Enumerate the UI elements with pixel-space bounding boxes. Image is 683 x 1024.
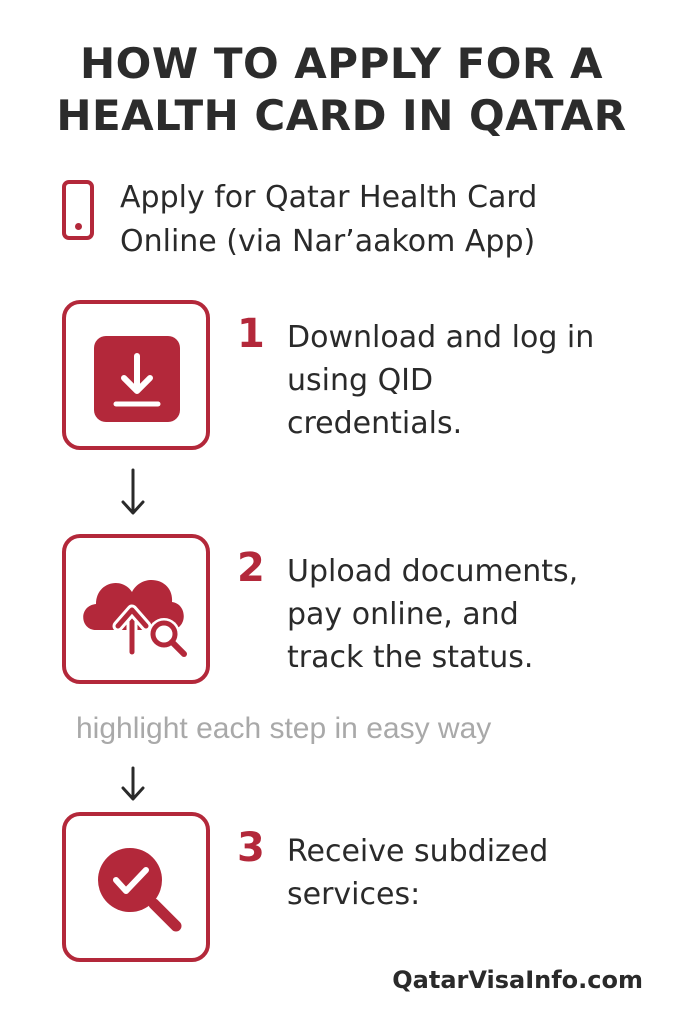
phone-icon bbox=[62, 180, 94, 240]
title-line-1: HOW TO APPLY FOR A bbox=[80, 39, 603, 88]
step-1-icon-box bbox=[62, 300, 210, 450]
cloud-upload-search-icon bbox=[66, 538, 206, 680]
step-3-line-1: Receive subdized bbox=[287, 834, 549, 869]
step-1-line-1: Download and log in bbox=[287, 320, 595, 355]
download-icon bbox=[66, 304, 206, 446]
step-2-line-1: Upload documents, bbox=[287, 554, 579, 589]
magnifier-check-icon bbox=[66, 816, 206, 958]
highlight-note: highlight each step in easy way bbox=[76, 712, 492, 745]
step-1-text bbox=[287, 316, 667, 445]
step-2-icon-box bbox=[62, 534, 210, 684]
step-1-line-2: using QID bbox=[287, 363, 434, 398]
step-2-line-2: pay online, and bbox=[287, 597, 519, 632]
down-arrow-icon bbox=[118, 466, 148, 520]
step-1-line-3: credentials. bbox=[287, 406, 463, 441]
step-2-text bbox=[287, 550, 667, 679]
step-3-text bbox=[287, 830, 667, 916]
step-3-line-2: services: bbox=[287, 877, 421, 912]
step-2-number: 2 bbox=[237, 545, 265, 591]
step-3-icon-box bbox=[62, 812, 210, 962]
down-arrow-icon-2 bbox=[118, 764, 148, 804]
intro-line-2: Online (via Nar’aakom App) bbox=[120, 224, 536, 259]
intro-text bbox=[120, 176, 640, 264]
step-3-number: 3 bbox=[237, 825, 265, 871]
intro-line-1: Apply for Qatar Health Card bbox=[120, 180, 538, 215]
step-2-line-3: track the status. bbox=[287, 640, 534, 675]
title-line-2: HEALTH CARD IN QATAR bbox=[56, 91, 627, 140]
step-1-number: 1 bbox=[237, 311, 265, 357]
page-title bbox=[0, 38, 683, 142]
brand-footer: QatarVisaInfo.com bbox=[392, 966, 643, 994]
intro-section bbox=[62, 176, 642, 259]
